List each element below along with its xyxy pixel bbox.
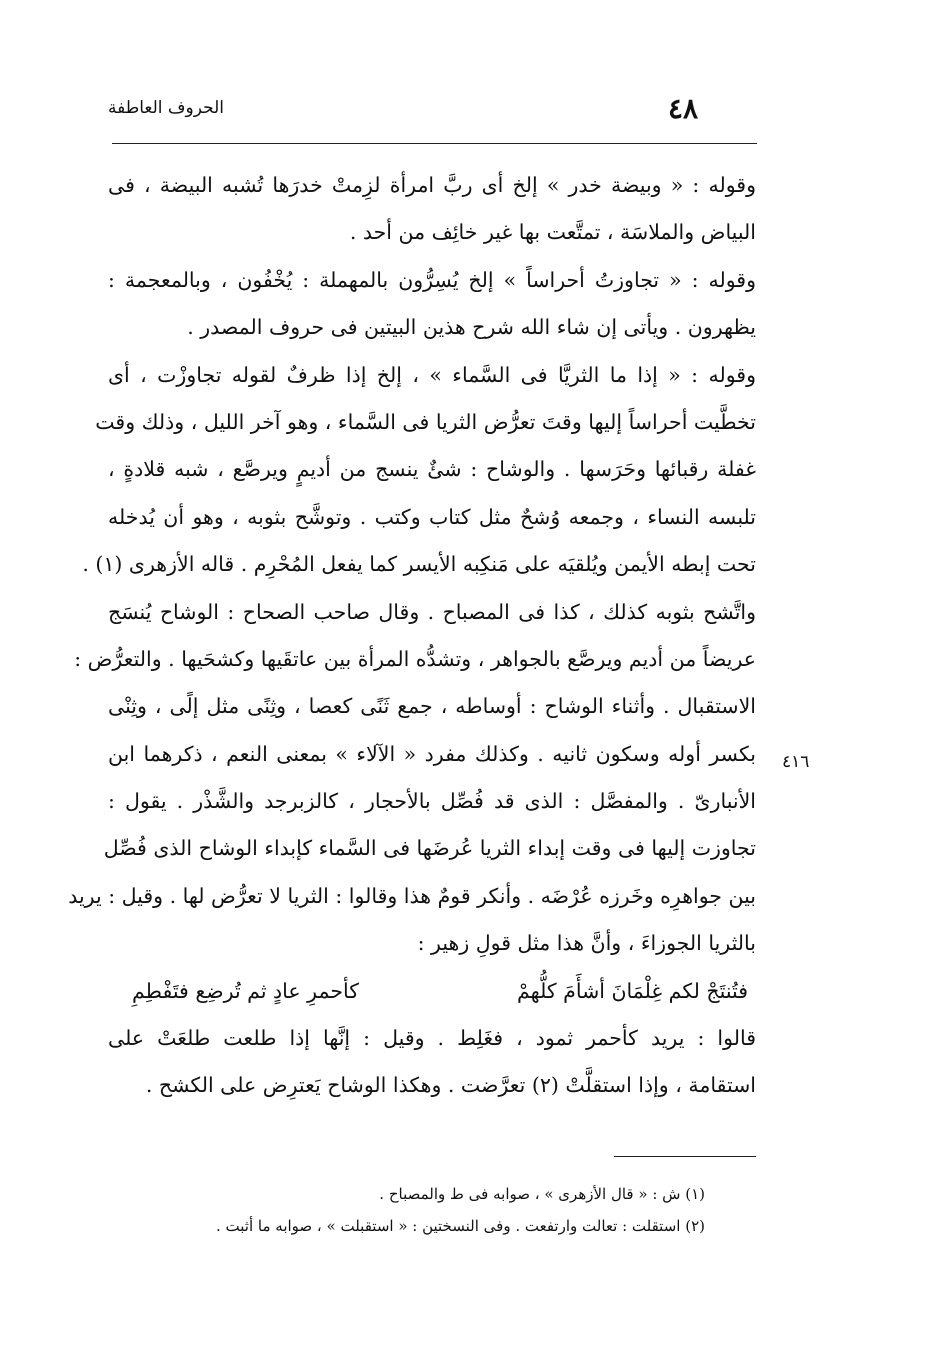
text-line: تجاوزت إليها فى وقت إبداء الثريا عُرضَها فى السَّماء كإبداء الوشاح الذى فُصِّل [103, 836, 756, 861]
footnote-rule [614, 1156, 756, 1157]
text-line: وقوله : « وبيضة خدر » إلخ أى ربَّ امرأة لزِمتْ خدرَها تُشبه البيضة ، فى [108, 173, 756, 197]
verse-second-hemistich: كأحمرِ عادٍ ثم تُرضِع فتَفْطِمِ [132, 978, 360, 1003]
text-line: وقوله : « تجاوزتُ أحراساً » إلخ يُسِرُّون بالمهملة : يُخْفُون ، وبالمعجمة : [108, 267, 756, 292]
text-line: بين جواهرِه وخَرزه عُرْضَه . وأنكر قومٌ هذا وقالوا : الثريا لا تعرُّض لها . وقيل : يريد [68, 883, 756, 908]
text-line: البياض والملاسَة ، تمتَّعت بها غير خائِف من أحد . [349, 220, 756, 245]
page-number: ٤٨ [668, 92, 699, 125]
verse-first-hemistich: فتُنتَجْ لكم غِلْمَانَ أشأَمَ كلُّهمْ [517, 978, 748, 1003]
main-text [68, 162, 756, 1110]
text-line: الأنبارىّ . والمفصَّل : الذى قد فُصِّل بالأحجار ، كالزبرجد والشَّذْر . يقول : [108, 789, 756, 814]
text-line: تلبسه النساء ، وجمعه وُشحٌ مثل كتاب وكتب . وتوشَّح بثوبه ، وهو أن يُدخله [108, 504, 756, 529]
text-line: بكسر أوله وسكون ثانيه . وكذلك مفرد « الآلاء » بمعنى النعم ، ذكرهما ابن [108, 741, 756, 766]
text-line: تحت إبطه الأيمن ويُلقيَه على مَنكِبه الأيسر كما يفعل المُحْرِم . قاله الأزهرى (١) . [82, 552, 756, 577]
running-header-title: الحروف العاطفة [108, 98, 225, 118]
text-line: وقوله : « إذا ما الثريَّا فى السَّماء » ، إلخ إذا ظرفٌ لقوله تجاوزْت ، أى [108, 362, 756, 387]
text-line: واتَّشح بثوبه كذلك ، كذا فى المصباح . وقال صاحب الصحاح : الوشاح يُنسَج [108, 599, 756, 624]
footnote: (٢) استقلت : تعالت وارتفعت . وفى النسختين : « استقبلت » ، صوابه ما أثبت . [216, 1217, 705, 1235]
text-line: يظهرون . ويأتى إن شاء الله شرح هذين البيتين فى حروف المصدر . [187, 315, 756, 340]
text-line: استقامة ، وإذا استقلَّتْ (٢) تعرَّضت . وهكذا الوشاح يَعترِض على الكشح . [145, 1073, 756, 1098]
margin-reference-number: ٤١٦ [782, 752, 810, 772]
text-line: غفلة رقبائها وحَرَسها . والوشاح : شئٌ ينسج من أديمٍ ويرصَّع ، شبه قلادةٍ ، [108, 457, 756, 482]
footnote: (١) ش : « قال الأزهرى » ، صوابه فى ط والمصباح . [379, 1185, 705, 1203]
footnotes [150, 1178, 705, 1242]
poem-verse [108, 968, 756, 1015]
text-line: قالوا : يريد كأحمر ثمود ، فغَلِط . وقيل : إنَّها إذا طلعت طلعَتْ على [108, 1026, 756, 1051]
text-line: بالثريا الجوزاءَ ، وأنَّ هذا مثل قولِ زهير : [417, 931, 756, 956]
text-line: تخطَّيت أحراساً إليها وقتَ تعرُّض الثريا فى السَّماء ، وهو آخر الليل ، وذلك وقت [95, 409, 756, 434]
header-rule [112, 143, 757, 144]
text-line: عريضاً من أديم ويرصَّع بالجواهر ، وتشدُّه المرأة بين عاتقَيها وكشحَيها . والتعرُّض : [74, 646, 756, 671]
text-line: الاستقبال . وأثناء الوشاح : أوساطه ، جمع ثَنًى كعصا ، وثِنًى مثل إلًى ، وثِنْى [108, 694, 756, 719]
